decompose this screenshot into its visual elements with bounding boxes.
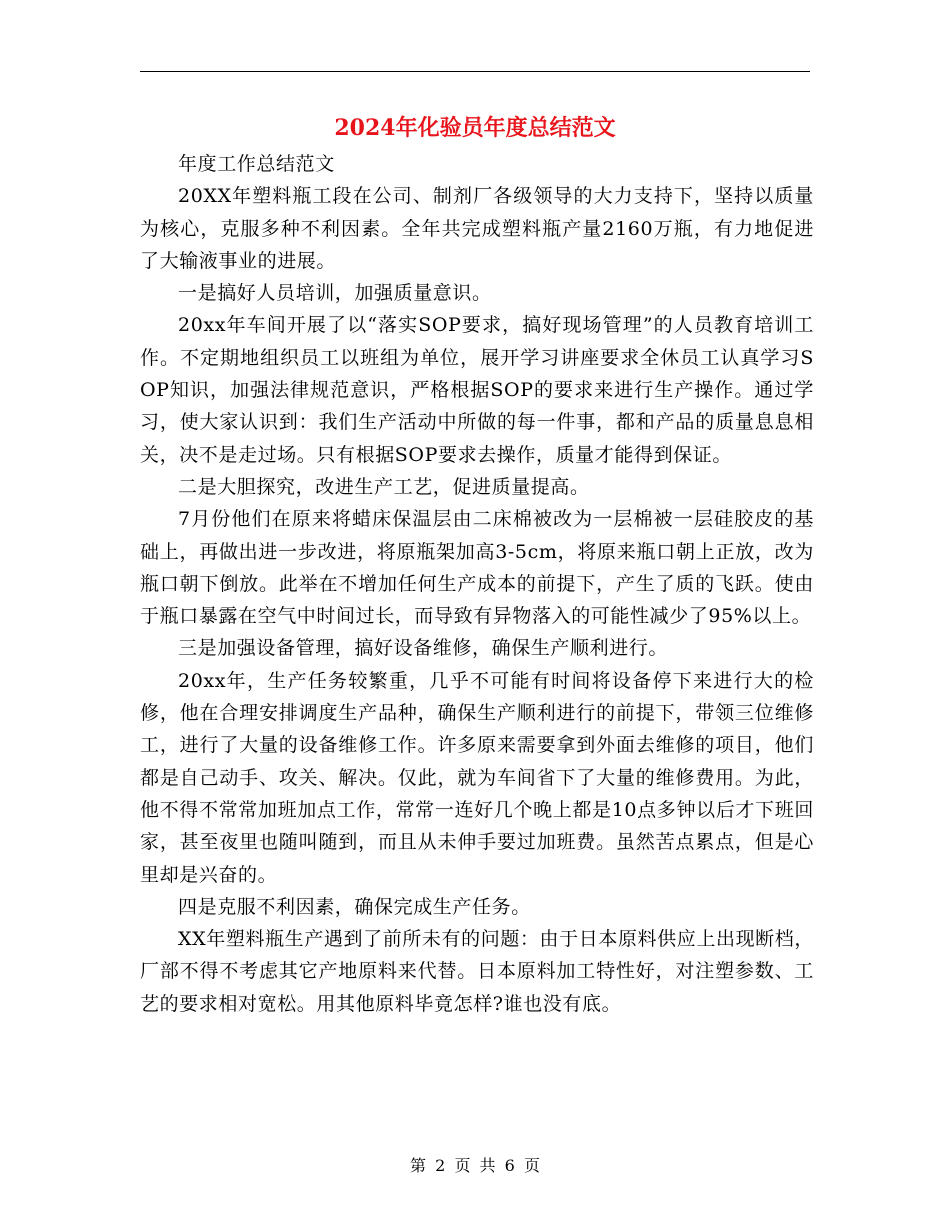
paragraph-subtitle: 年度工作总结范文 xyxy=(178,153,335,175)
paragraph-intro: 20XX年塑料瓶工段在公司、制剂厂各级领导的大力支持下，坚持以质量为核心，克服多种不利因素。全年共完成塑料瓶产量2160万瓶，有力地促进了大输液事业的进展。 xyxy=(140,185,814,272)
section-heading-production: 四是克服不利因素，确保完成生产任务。 xyxy=(178,895,531,918)
footer-total-prefix: 共 xyxy=(479,1156,496,1175)
section-heading-training: 一是搞好人员培训，加强质量意识。 xyxy=(178,282,492,305)
page-footer xyxy=(0,1154,950,1178)
section-heading-equipment: 三是加强设备管理，搞好设备维修，确保生产顺利进行。 xyxy=(178,637,669,660)
footer-total-pages: 6 xyxy=(504,1156,515,1175)
paragraph-equipment: 20xx年，生产任务较繁重，几乎不可能有时间将设备停下来进行大的检修，他在合理安排调度生产品种，确保生产顺利进行的前提下，带领三位维修工，进行了大量的设备维修工作。许多原来需要拿到外面去维修的项目，他们都是自己动手、攻关、解决。仅此，就为车间省下了大量的维修费用。为此，他不得不常常加班加点工作，常常一连好几个晚上都是10点多钟以后才下班回家，甚至夜里也随叫随到，而且从未伸手要过加班费。虽然苦点累点，但是心里却是兴奋的。 xyxy=(140,669,814,886)
document-title: 2024年化验员年度总结范文 xyxy=(334,115,616,141)
footer-suffix: 页 xyxy=(523,1156,540,1175)
section-heading-process: 二是大胆探究，改进生产工艺，促进质量提高。 xyxy=(178,475,590,498)
header-rule xyxy=(140,71,810,72)
paragraph-process: 7月份他们在原来将蜡床保温层由二床棉被改为一层棉被一层硅胶皮的基础上，再做出进一步改进，将原瓶架加高3-5cm，将原来瓶口朝上正放，改为瓶口朝下倒放。此举在不增加任何生产成本的前提下，产生了质的飞跃。使由于瓶口暴露在空气中时间过长，而导致有异物落入的可能性减少了95%以上。 xyxy=(140,508,814,628)
footer-current-page: 2 xyxy=(435,1156,446,1175)
footer-prefix: 第 xyxy=(410,1156,427,1175)
document-body xyxy=(140,148,814,1020)
paragraph-training: 20xx年车间开展了以“落实SOP要求，搞好现场管理”的人员教育培训工作。不定期地组织员工以班组为单位，展开学习讲座要求全休员工认真学习SOP知识，加强法律规范意识，严格根据SOP的要求来进行生产操作。通过学习，使大家认识到：我们生产活动中所做的每一件事，都和产品的质量息息相关，决不是走过场。只有根据SOP要求去操作，质量才能得到保证。 xyxy=(140,314,814,466)
footer-page-word: 页 xyxy=(454,1156,471,1175)
paragraph-production: XX年塑料瓶生产遇到了前所未有的问题：由于日本原料供应上出现断档，厂部不得不考虑其它产地原料来代替。日本原料加工特性好，对注塑参数、工艺的要求相对宽松。用其他原料毕竟怎样?谁也没有底。 xyxy=(140,928,814,1015)
